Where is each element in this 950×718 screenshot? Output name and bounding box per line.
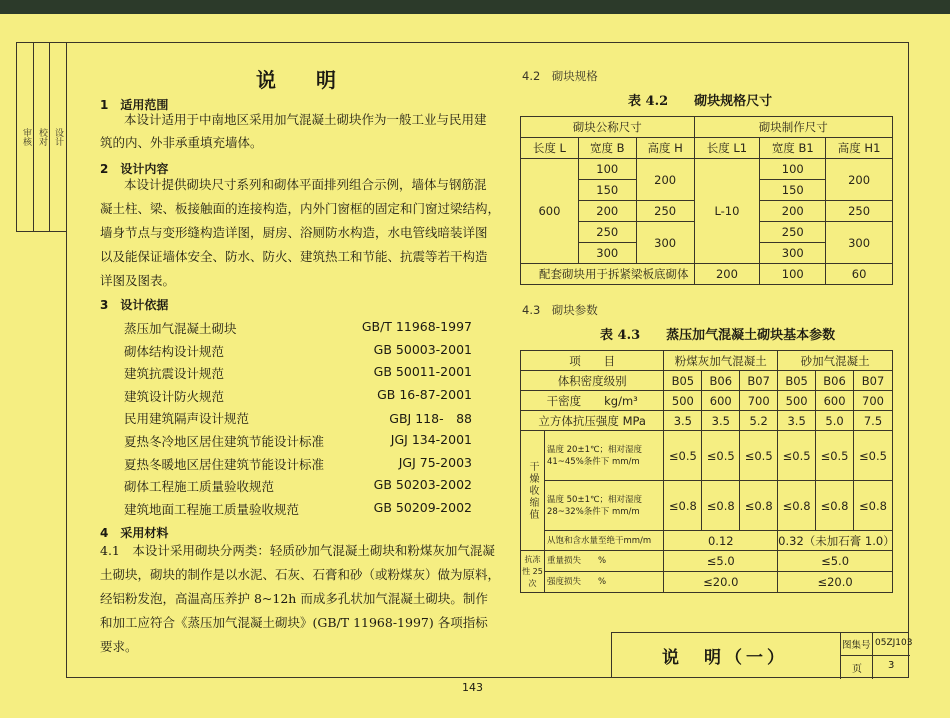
table-cell: 200 [636, 159, 694, 201]
block-size-table [520, 116, 893, 285]
section-heading: 1 适用范围 [100, 98, 169, 112]
table-cell: 3.5 [778, 411, 816, 431]
section-text: 筑的内、外非承重填充墙体。 [100, 135, 263, 150]
table-cell: 600 [816, 391, 854, 411]
page-title: 说 明 [256, 68, 346, 92]
table-cell: 500 [778, 391, 816, 411]
table-cell: 100 [578, 159, 636, 180]
table-cell: 300 [826, 222, 893, 264]
table-cell: B06 [816, 371, 854, 391]
row-header: 强度损失 % [544, 572, 663, 593]
table-cell: 100 [760, 159, 826, 180]
reference-code: JGJ 134-2001 [390, 432, 472, 447]
top-dark-band [0, 0, 950, 14]
table-cell: ≤0.5 [702, 431, 740, 481]
signature-tab-col: 审核 [17, 43, 34, 231]
sheet-page-number: 3 [888, 660, 895, 671]
table-cell: ≤5.0 [778, 551, 893, 572]
table-note: 配套砌块用于拆紧梁板底砌体 [521, 264, 695, 285]
atlas-number: 05ZJ103 [875, 638, 913, 648]
table-cell: B05 [778, 371, 816, 391]
table-cell: 200 [694, 264, 760, 285]
reference-name: 砌体工程施工质量验收规范 [124, 479, 275, 495]
table-cell: 300 [760, 243, 826, 264]
block-parameter-table [520, 350, 893, 593]
reference-name: 建筑地面工程施工质量验收规范 [124, 501, 300, 517]
table-cell: B05 [664, 371, 702, 391]
table-cell: ≤0.8 [778, 481, 816, 531]
table-cell: 5.2 [740, 411, 778, 431]
table-header: 粉煤灰加气混凝土 [664, 351, 778, 371]
section-text: 土砌块，砌块的制作是以水泥、石灰、石膏和砂（或粉煤灰）做为原料， [100, 567, 501, 582]
drawing-name: 说 明（一） [662, 648, 788, 668]
reference-name: 砌体结构设计规范 [124, 343, 225, 359]
title-block [611, 632, 913, 678]
row-header: 从饱和含水量至绝干mm/m [544, 531, 663, 551]
subsection-label: 4.2 砌块规格 [522, 69, 598, 83]
table-cell: 250 [826, 201, 893, 222]
subsection-label: 4.3 砌块参数 [522, 303, 598, 317]
section-text: 详图及图表。 [100, 273, 176, 288]
signature-tab-col: 校对 [33, 43, 50, 231]
table-cell: ≤0.5 [854, 431, 893, 481]
column-header: 高度 H1 [826, 138, 893, 159]
table-cell: B07 [740, 371, 778, 391]
table-caption: 表 4.2 砌块规格尺寸 [628, 94, 773, 109]
table-cell: 200 [760, 201, 826, 222]
row-header: 立方体抗压强度 MPa [521, 411, 664, 431]
reference-name: 建筑抗震设计规范 [124, 366, 225, 382]
column-header: 宽度 B1 [760, 138, 826, 159]
section-heading: 2 设计内容 [100, 162, 169, 176]
table-cell: L-10 [694, 159, 760, 264]
table-cell: ≤0.5 [816, 431, 854, 481]
table-header: 砌块公称尺寸 [521, 117, 695, 138]
section-text: 本设计适用于中南地区采用加气混凝土砌块作为一般工业与民用建 [124, 112, 487, 127]
table-cell: 5.0 [816, 411, 854, 431]
section-text: 要求。 [100, 639, 138, 654]
table-cell: 3.5 [664, 411, 702, 431]
reference-name: 夏热冬冷地区居住建筑节能设计标准 [124, 434, 325, 449]
column-header: 高度 H [636, 138, 694, 159]
row-header: 温度 50±1℃；相对湿度 28~32%条件下 mm/m [544, 481, 663, 531]
table-header: 项 目 [521, 351, 664, 371]
table-cell: 300 [636, 222, 694, 264]
table-cell: 0.12 [664, 531, 778, 551]
table-cell: ≤0.8 [854, 481, 893, 531]
section-text: 4.1 本设计采用砌块分两类：轻质砂加气混凝土砌块和粉煤灰加气混凝 [100, 543, 495, 558]
section-heading: 4 采用材料 [100, 526, 169, 540]
table-cell: B07 [854, 371, 893, 391]
table-cell: ≤20.0 [664, 572, 778, 593]
section-text: 本设计提供砌块尺寸系列和砌体平面排列组合示例，墙体与钢筋混 [124, 177, 487, 192]
table-cell: 250 [578, 222, 636, 243]
row-group-header: 抗冻性 25次 [521, 551, 545, 593]
table-cell: ≤0.8 [702, 481, 740, 531]
table-cell: 200 [578, 201, 636, 222]
reference-name: 蒸压加气混凝土砌块 [124, 321, 237, 336]
table-cell: ≤0.5 [664, 431, 702, 481]
divider [840, 655, 910, 656]
table-cell: ≤0.5 [778, 431, 816, 481]
table-caption: 表 4.3 蒸压加气混凝土砌块基本参数 [600, 328, 836, 343]
reference-name: 民用建筑隔声设计规范 [124, 411, 250, 427]
reference-code: GB 50011-2001 [373, 364, 472, 380]
section-heading: 3 设计依据 [100, 298, 169, 312]
section-text: 经铝粉发泡，高温高压养护 8~12h 而成多孔状加气混凝土砌块。制作 [100, 591, 488, 606]
table-cell: 100 [760, 264, 826, 285]
table-cell: 250 [636, 201, 694, 222]
table-cell: 0.32（未加石膏 1.0） [778, 531, 893, 551]
table-cell: 250 [760, 222, 826, 243]
section-text: 以及能保证墙体安全、防水、防火、建筑热工和节能、抗震等若干构造 [100, 249, 488, 264]
table-cell: 7.5 [854, 411, 893, 431]
table-cell: ≤0.8 [664, 481, 702, 531]
book-page-number: 143 [462, 681, 483, 694]
table-cell: 150 [578, 180, 636, 201]
table-cell: 3.5 [702, 411, 740, 431]
row-header: 体积密度级别 [521, 371, 664, 391]
table-cell: 500 [664, 391, 702, 411]
column-header: 宽度 B [578, 138, 636, 159]
reference-code: GB 50203-2002 [373, 477, 472, 493]
section-text: 和加工应符合《蒸压加气混凝土砌块》(GB/T 11968-1997) 各项指标 [100, 615, 488, 630]
table-header: 砌块制作尺寸 [694, 117, 892, 138]
table-cell: ≤5.0 [664, 551, 778, 572]
row-header: 重量损失 % [544, 551, 663, 572]
section-text: 墙身节点与变形缝构造详图，厨房、浴厕防水构造，水电管线暗装详图 [100, 225, 488, 240]
row-header: 干密度 kg/m³ [521, 391, 664, 411]
reference-code: GB 50003-2001 [373, 341, 472, 357]
table-cell: 200 [826, 159, 893, 201]
table-cell: 600 [521, 159, 579, 264]
table-cell: 300 [578, 243, 636, 264]
reference-name: 夏热冬暖地区居住建筑节能设计标准 [124, 456, 325, 472]
row-header: 温度 20±1℃；相对湿度 41~45%条件下 mm/m [544, 431, 663, 481]
table-header: 砂加气混凝土 [778, 351, 893, 371]
signature-tab [16, 42, 66, 232]
table-cell: ≤0.5 [740, 431, 778, 481]
table-cell: 60 [826, 264, 893, 285]
table-cell: B06 [702, 371, 740, 391]
divider [840, 633, 841, 679]
reference-name: 建筑设计防火规范 [124, 388, 225, 404]
reference-code: JGJ 75-2003 [398, 454, 472, 470]
table-cell: 700 [854, 391, 893, 411]
column-header: 长度 L [521, 138, 579, 159]
row-group-header: 干燥收缩值 [521, 431, 545, 551]
table-cell: 700 [740, 391, 778, 411]
table-cell: ≤20.0 [778, 572, 893, 593]
divider [872, 633, 873, 679]
reference-code: GB/T 11968-1997 [361, 319, 472, 334]
section-text: 凝土柱、梁、板接触面的连接构造，内外门窗框的固定和门窗过梁结构， [100, 201, 501, 216]
reference-code: GB 50209-2002 [373, 499, 472, 515]
column-header: 长度 L1 [694, 138, 760, 159]
reference-code: GBJ 118- 88 [389, 411, 472, 427]
reference-code: GB 16-87-2001 [377, 386, 472, 402]
signature-tab-col: 设计 [53, 128, 63, 146]
table-cell: 600 [702, 391, 740, 411]
atlas-label: 图集号 [842, 640, 871, 651]
table-cell: ≤0.8 [740, 481, 778, 531]
table-cell: ≤0.8 [816, 481, 854, 531]
page-label: 页 [852, 664, 862, 675]
table-cell: 150 [760, 180, 826, 201]
